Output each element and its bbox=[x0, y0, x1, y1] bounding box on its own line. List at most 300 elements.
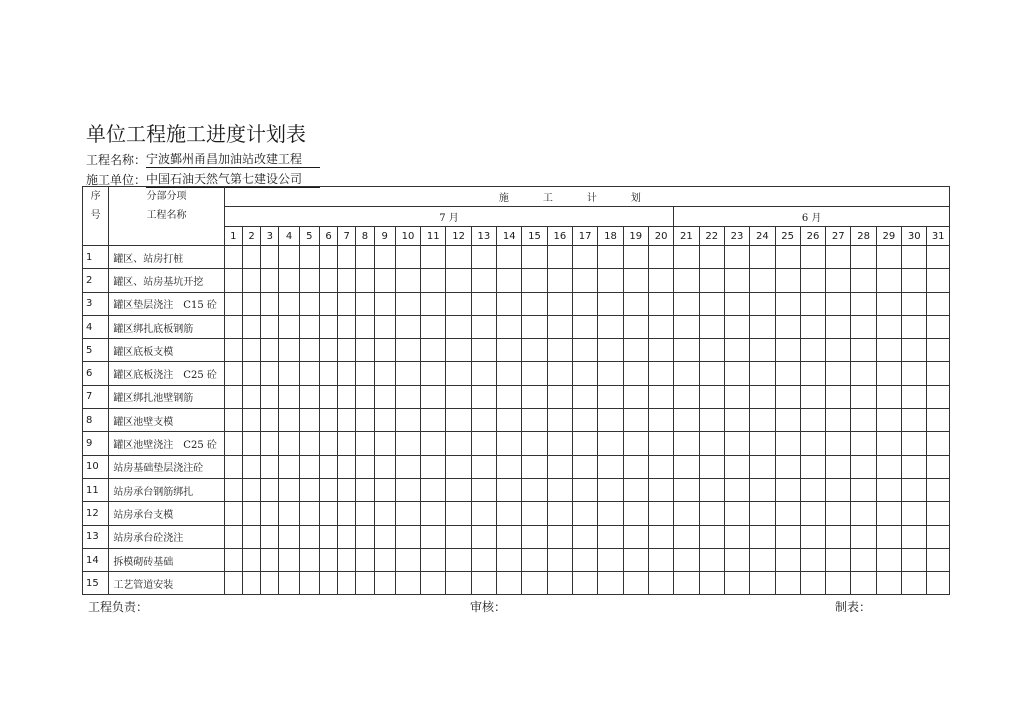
schedule-cell bbox=[497, 362, 522, 385]
schedule-cell bbox=[242, 315, 260, 338]
project-name-value: 宁波鄞州甬昌加油站改建工程 bbox=[146, 150, 320, 168]
schedule-cell bbox=[800, 455, 825, 478]
schedule-cell bbox=[374, 246, 395, 269]
schedule-cell bbox=[547, 548, 572, 571]
schedule-cell bbox=[851, 385, 876, 408]
schedule-cell bbox=[902, 548, 927, 571]
schedule-cell bbox=[724, 315, 749, 338]
table-row bbox=[83, 292, 950, 315]
schedule-cell bbox=[800, 339, 825, 362]
table-row bbox=[83, 409, 950, 432]
schedule-cell bbox=[851, 548, 876, 571]
schedule-cell bbox=[522, 292, 547, 315]
schedule-cell bbox=[279, 548, 299, 571]
schedule-cell bbox=[395, 246, 420, 269]
schedule-cell bbox=[522, 409, 547, 432]
schedule-cell bbox=[573, 269, 598, 292]
schedule-cell bbox=[356, 409, 374, 432]
schedule-cell bbox=[421, 385, 446, 408]
schedule-cell bbox=[547, 246, 572, 269]
schedule-cell bbox=[876, 572, 901, 595]
schedule-cell bbox=[224, 432, 242, 455]
schedule-cell bbox=[927, 478, 950, 501]
schedule-cell bbox=[356, 315, 374, 338]
schedule-cell bbox=[279, 269, 299, 292]
header-plan-title: 施工计划 bbox=[224, 187, 949, 207]
day-header-cell: 13 bbox=[471, 227, 496, 246]
schedule-cell bbox=[242, 409, 260, 432]
schedule-cell bbox=[902, 292, 927, 315]
schedule-cell bbox=[446, 502, 471, 525]
schedule-cell bbox=[800, 269, 825, 292]
schedule-cell bbox=[497, 525, 522, 548]
schedule-cell bbox=[421, 548, 446, 571]
table-row bbox=[83, 548, 950, 571]
schedule-cell bbox=[319, 502, 337, 525]
day-header-cell: 12 bbox=[446, 227, 471, 246]
schedule-cell bbox=[750, 292, 775, 315]
day-header-cell: 14 bbox=[497, 227, 522, 246]
schedule-cell bbox=[851, 455, 876, 478]
schedule-cell bbox=[497, 478, 522, 501]
day-header-cell: 3 bbox=[261, 227, 279, 246]
schedule-cell bbox=[446, 246, 471, 269]
day-header-cell: 10 bbox=[395, 227, 420, 246]
schedule-cell bbox=[224, 525, 242, 548]
schedule-cell bbox=[750, 385, 775, 408]
row-seq-cell: 7 bbox=[83, 385, 109, 408]
schedule-cell bbox=[573, 525, 598, 548]
row-seq-cell: 14 bbox=[83, 548, 109, 571]
header-row-plan bbox=[83, 187, 950, 207]
schedule-cell bbox=[826, 432, 851, 455]
schedule-cell bbox=[374, 502, 395, 525]
schedule-cell bbox=[750, 432, 775, 455]
schedule-cell bbox=[471, 502, 496, 525]
schedule-cell bbox=[279, 502, 299, 525]
schedule-cell bbox=[826, 292, 851, 315]
schedule-cell bbox=[261, 339, 279, 362]
schedule-cell bbox=[876, 478, 901, 501]
schedule-cell bbox=[522, 339, 547, 362]
schedule-cell bbox=[573, 315, 598, 338]
schedule-cell bbox=[471, 455, 496, 478]
schedule-cell bbox=[724, 385, 749, 408]
schedule-cell bbox=[421, 432, 446, 455]
schedule-cell bbox=[648, 339, 673, 362]
row-seq-cell: 5 bbox=[83, 339, 109, 362]
schedule-cell bbox=[338, 478, 356, 501]
schedule-cell bbox=[851, 269, 876, 292]
schedule-cell bbox=[446, 385, 471, 408]
schedule-cell bbox=[471, 385, 496, 408]
schedule-cell bbox=[471, 269, 496, 292]
schedule-cell bbox=[319, 478, 337, 501]
row-seq-cell: 1 bbox=[83, 246, 109, 269]
schedule-cell bbox=[395, 362, 420, 385]
schedule-cell bbox=[876, 409, 901, 432]
table-row bbox=[83, 269, 950, 292]
schedule-cell bbox=[573, 362, 598, 385]
schedule-cell bbox=[775, 385, 800, 408]
schedule-cell bbox=[497, 315, 522, 338]
schedule-cell bbox=[876, 525, 901, 548]
schedule-cell bbox=[242, 432, 260, 455]
schedule-cell bbox=[598, 269, 623, 292]
schedule-cell bbox=[471, 432, 496, 455]
schedule-cell bbox=[699, 362, 724, 385]
schedule-cell bbox=[623, 502, 648, 525]
schedule-cell bbox=[699, 432, 724, 455]
schedule-cell bbox=[826, 478, 851, 501]
day-header-cell: 17 bbox=[573, 227, 598, 246]
schedule-cell bbox=[800, 548, 825, 571]
schedule-cell bbox=[471, 478, 496, 501]
schedule-cell bbox=[775, 478, 800, 501]
schedule-cell bbox=[356, 246, 374, 269]
schedule-cell bbox=[623, 409, 648, 432]
schedule-cell bbox=[299, 432, 319, 455]
schedule-cell bbox=[421, 502, 446, 525]
schedule-cell bbox=[648, 548, 673, 571]
schedule-cell bbox=[800, 315, 825, 338]
schedule-cell bbox=[800, 362, 825, 385]
schedule-cell bbox=[421, 455, 446, 478]
schedule-cell bbox=[497, 409, 522, 432]
schedule-cell bbox=[497, 246, 522, 269]
row-task-cell: 罐区、站房基坑开挖 bbox=[109, 269, 224, 292]
schedule-cell bbox=[497, 502, 522, 525]
schedule-cell bbox=[224, 385, 242, 408]
row-task-cell: 站房承台砼浇注 bbox=[109, 525, 224, 548]
schedule-cell bbox=[547, 455, 572, 478]
schedule-cell bbox=[356, 292, 374, 315]
schedule-cell bbox=[927, 572, 950, 595]
schedule-cell bbox=[242, 339, 260, 362]
schedule-cell bbox=[395, 292, 420, 315]
schedule-cell bbox=[876, 455, 901, 478]
schedule-cell bbox=[902, 315, 927, 338]
schedule-cell bbox=[826, 269, 851, 292]
footer-engineer-label: 工程负责： bbox=[88, 600, 149, 614]
schedule-cell bbox=[471, 525, 496, 548]
schedule-cell bbox=[648, 572, 673, 595]
schedule-cell bbox=[927, 455, 950, 478]
day-header-cell: 2 bbox=[242, 227, 260, 246]
schedule-cell bbox=[338, 525, 356, 548]
schedule-cell bbox=[497, 455, 522, 478]
schedule-cell bbox=[648, 502, 673, 525]
schedule-cell bbox=[224, 502, 242, 525]
schedule-cell bbox=[775, 432, 800, 455]
schedule-cell bbox=[699, 385, 724, 408]
schedule-cell bbox=[699, 502, 724, 525]
schedule-cell bbox=[224, 548, 242, 571]
schedule-cell bbox=[522, 432, 547, 455]
schedule-cell bbox=[927, 502, 950, 525]
row-task-cell: 罐区池壁浇注 C25 砼 bbox=[109, 432, 224, 455]
schedule-cell bbox=[547, 315, 572, 338]
schedule-cell bbox=[902, 455, 927, 478]
schedule-cell bbox=[674, 548, 699, 571]
row-task-cell: 站房承台钢筋绑扎 bbox=[109, 478, 224, 501]
schedule-cell bbox=[242, 548, 260, 571]
schedule-cell bbox=[319, 362, 337, 385]
schedule-cell bbox=[598, 502, 623, 525]
schedule-cell bbox=[927, 246, 950, 269]
schedule-cell bbox=[750, 478, 775, 501]
schedule-cell bbox=[522, 502, 547, 525]
schedule-cell bbox=[902, 246, 927, 269]
schedule-cell bbox=[724, 409, 749, 432]
schedule-cell bbox=[547, 525, 572, 548]
day-header-cell: 1 bbox=[224, 227, 242, 246]
schedule-cell bbox=[547, 502, 572, 525]
schedule-cell bbox=[902, 525, 927, 548]
schedule-cell bbox=[699, 525, 724, 548]
schedule-cell bbox=[356, 432, 374, 455]
schedule-cell bbox=[395, 502, 420, 525]
schedule-cell bbox=[623, 385, 648, 408]
row-seq-cell: 8 bbox=[83, 409, 109, 432]
schedule-cell bbox=[299, 315, 319, 338]
project-name-line bbox=[86, 150, 320, 168]
schedule-cell bbox=[927, 385, 950, 408]
schedule-cell bbox=[648, 362, 673, 385]
schedule-cell bbox=[224, 572, 242, 595]
schedule-cell bbox=[374, 548, 395, 571]
schedule-cell bbox=[724, 362, 749, 385]
schedule-cell bbox=[261, 455, 279, 478]
schedule-cell bbox=[826, 339, 851, 362]
schedule-cell bbox=[775, 525, 800, 548]
schedule-cell bbox=[902, 502, 927, 525]
schedule-cell bbox=[522, 246, 547, 269]
schedule-cell bbox=[573, 478, 598, 501]
schedule-cell bbox=[224, 246, 242, 269]
schedule-cell bbox=[902, 409, 927, 432]
schedule-cell bbox=[421, 246, 446, 269]
header-name-cell bbox=[109, 187, 224, 246]
schedule-cell bbox=[902, 478, 927, 501]
day-header-cell: 21 bbox=[674, 227, 699, 246]
schedule-cell bbox=[522, 315, 547, 338]
row-seq-cell: 15 bbox=[83, 572, 109, 595]
schedule-cell bbox=[471, 409, 496, 432]
schedule-cell bbox=[800, 292, 825, 315]
footer-maker-label: 制表： bbox=[835, 600, 872, 614]
schedule-cell bbox=[724, 548, 749, 571]
schedule-cell bbox=[750, 362, 775, 385]
schedule-cell bbox=[876, 246, 901, 269]
schedule-cell bbox=[826, 315, 851, 338]
schedule-cell bbox=[299, 548, 319, 571]
schedule-cell bbox=[902, 339, 927, 362]
schedule-cell bbox=[446, 362, 471, 385]
schedule-cell bbox=[395, 572, 420, 595]
schedule-cell bbox=[876, 432, 901, 455]
day-header-cell: 19 bbox=[623, 227, 648, 246]
schedule-cell bbox=[299, 385, 319, 408]
schedule-cell bbox=[299, 502, 319, 525]
schedule-cell bbox=[573, 455, 598, 478]
schedule-cell bbox=[299, 455, 319, 478]
day-header-cell: 23 bbox=[724, 227, 749, 246]
schedule-cell bbox=[598, 339, 623, 362]
schedule-cell bbox=[522, 269, 547, 292]
schedule-cell bbox=[279, 315, 299, 338]
schedule-cell bbox=[374, 339, 395, 362]
schedule-cell bbox=[497, 572, 522, 595]
schedule-cell bbox=[522, 478, 547, 501]
schedule-cell bbox=[497, 269, 522, 292]
row-task-cell: 拆模砌砖基础 bbox=[109, 548, 224, 571]
row-task-cell: 罐区垫层浇注 C15 砼 bbox=[109, 292, 224, 315]
schedule-cell bbox=[446, 455, 471, 478]
schedule-cell bbox=[699, 572, 724, 595]
schedule-cell bbox=[446, 315, 471, 338]
header-name-line1: 分部分项 bbox=[146, 191, 187, 202]
schedule-cell bbox=[242, 572, 260, 595]
day-header-cell: 8 bbox=[356, 227, 374, 246]
schedule-cell bbox=[279, 246, 299, 269]
schedule-cell bbox=[648, 409, 673, 432]
schedule-cell bbox=[648, 478, 673, 501]
header-seq-cell bbox=[83, 187, 109, 246]
schedule-cell bbox=[851, 409, 876, 432]
schedule-cell bbox=[573, 409, 598, 432]
table-row bbox=[83, 246, 950, 269]
schedule-cell bbox=[699, 478, 724, 501]
schedule-cell bbox=[279, 572, 299, 595]
schedule-cell bbox=[374, 409, 395, 432]
schedule-cell bbox=[471, 572, 496, 595]
schedule-cell bbox=[356, 339, 374, 362]
schedule-cell bbox=[826, 409, 851, 432]
schedule-cell bbox=[851, 502, 876, 525]
table-row bbox=[83, 572, 950, 595]
schedule-cell bbox=[242, 478, 260, 501]
row-task-cell: 站房承台支模 bbox=[109, 502, 224, 525]
schedule-cell bbox=[446, 548, 471, 571]
schedule-cell bbox=[927, 269, 950, 292]
schedule-cell bbox=[800, 502, 825, 525]
row-task-cell: 罐区底板支模 bbox=[109, 339, 224, 362]
header-month-1: 7 月 bbox=[224, 207, 674, 227]
schedule-cell bbox=[750, 409, 775, 432]
schedule-cell bbox=[338, 339, 356, 362]
schedule-cell bbox=[261, 572, 279, 595]
schedule-cell bbox=[319, 432, 337, 455]
schedule-cell bbox=[374, 385, 395, 408]
schedule-cell bbox=[674, 432, 699, 455]
day-header-cell: 24 bbox=[750, 227, 775, 246]
schedule-cell bbox=[724, 432, 749, 455]
schedule-cell bbox=[395, 432, 420, 455]
schedule-cell bbox=[699, 339, 724, 362]
schedule-cell bbox=[242, 246, 260, 269]
schedule-cell bbox=[674, 525, 699, 548]
schedule-cell bbox=[374, 572, 395, 595]
schedule-cell bbox=[699, 455, 724, 478]
page-title: 单位工程施工进度计划表 bbox=[86, 122, 306, 146]
schedule-cell bbox=[547, 339, 572, 362]
schedule-cell bbox=[421, 292, 446, 315]
table-row bbox=[83, 362, 950, 385]
row-task-cell: 罐区、站房打桩 bbox=[109, 246, 224, 269]
schedule-cell bbox=[674, 385, 699, 408]
day-header-cell: 9 bbox=[374, 227, 395, 246]
schedule-cell bbox=[471, 339, 496, 362]
schedule-cell bbox=[573, 339, 598, 362]
schedule-cell bbox=[674, 269, 699, 292]
schedule-cell bbox=[851, 292, 876, 315]
day-header-cell: 6 bbox=[319, 227, 337, 246]
schedule-cell bbox=[299, 478, 319, 501]
schedule-cell bbox=[224, 339, 242, 362]
day-header-cell: 16 bbox=[547, 227, 572, 246]
schedule-cell bbox=[750, 246, 775, 269]
schedule-cell bbox=[573, 502, 598, 525]
schedule-cell bbox=[356, 525, 374, 548]
schedule-cell bbox=[648, 315, 673, 338]
row-seq-cell: 9 bbox=[83, 432, 109, 455]
schedule-cell bbox=[826, 362, 851, 385]
schedule-cell bbox=[648, 525, 673, 548]
schedule-cell bbox=[623, 315, 648, 338]
schedule-cell bbox=[623, 455, 648, 478]
schedule-cell bbox=[338, 455, 356, 478]
schedule-cell bbox=[319, 385, 337, 408]
schedule-cell bbox=[598, 548, 623, 571]
schedule-cell bbox=[374, 292, 395, 315]
schedule-cell bbox=[724, 455, 749, 478]
schedule-cell bbox=[261, 269, 279, 292]
schedule-cell bbox=[446, 572, 471, 595]
schedule-cell bbox=[674, 502, 699, 525]
schedule-cell bbox=[299, 292, 319, 315]
row-seq-cell: 13 bbox=[83, 525, 109, 548]
schedule-cell bbox=[750, 339, 775, 362]
schedule-cell bbox=[446, 525, 471, 548]
day-header-cell: 4 bbox=[279, 227, 299, 246]
schedule-cell bbox=[927, 339, 950, 362]
schedule-cell bbox=[775, 548, 800, 571]
schedule-cell bbox=[775, 339, 800, 362]
schedule-cell bbox=[927, 292, 950, 315]
schedule-cell bbox=[497, 385, 522, 408]
schedule-cell bbox=[319, 292, 337, 315]
schedule-cell bbox=[573, 385, 598, 408]
schedule-cell bbox=[261, 292, 279, 315]
header-seq-line2: 号 bbox=[90, 210, 101, 221]
schedule-cell bbox=[800, 385, 825, 408]
schedule-cell bbox=[446, 478, 471, 501]
row-task-cell: 罐区绑扎池壁钢筋 bbox=[109, 385, 224, 408]
schedule-cell bbox=[699, 246, 724, 269]
schedule-cell bbox=[421, 362, 446, 385]
schedule-cell bbox=[724, 292, 749, 315]
day-header-cell: 11 bbox=[421, 227, 446, 246]
schedule-cell bbox=[338, 269, 356, 292]
schedule-cell bbox=[299, 269, 319, 292]
schedule-cell bbox=[598, 432, 623, 455]
schedule-cell bbox=[674, 292, 699, 315]
schedule-cell bbox=[261, 409, 279, 432]
schedule-table bbox=[82, 186, 950, 595]
schedule-cell bbox=[338, 572, 356, 595]
schedule-cell bbox=[421, 525, 446, 548]
